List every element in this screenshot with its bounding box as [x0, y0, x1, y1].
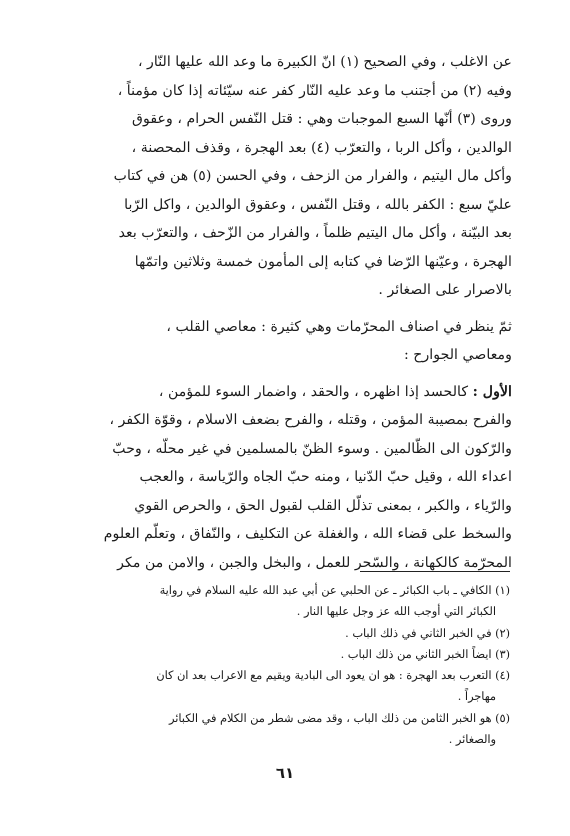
footnote-line: (٢) في الخبر الثاني في ذلك الباب .: [345, 626, 510, 640]
text-line: وروى (٣) أنّها السبع الموجبات وهي : قتل النّفس الحرام ، وعقوق: [132, 111, 512, 127]
text-line: ومعاصي الجوارح :: [404, 347, 512, 363]
footnote-line: مهاجراً .: [457, 690, 496, 704]
footnote-line: (٤) التعرب بعد الهجرة : هو ان يعود الى البادية ويقيم مع الاعراب بعد ان كان: [156, 669, 510, 683]
page-number: ٦١: [275, 764, 295, 782]
paragraph-gap: [54, 305, 512, 313]
footnote-line: الكبائر التي أوجب الله عز وجل عليها النار .: [296, 605, 496, 619]
text-line: والفرح بمصيبة المؤمن ، وقتله ، والفرح بضعف الاسلام ، وقوّة الكفر ،: [109, 412, 512, 428]
footnotes: [54, 580, 510, 750]
section-lead: الأول :: [472, 383, 512, 400]
text-line: المحرّمة كالكهانة ، والسّحر للعمل ، والبخل والجبن ، والامن من مكر: [117, 554, 512, 571]
text-line: وفيه (٢) من أجتنب ما وعد عليه النّار كفر عنه سيّئاته إذا كان مؤمناً ،: [117, 82, 512, 99]
text-line: عن الاغلب ، وفي الصحيح (١) انّ الكبيرة ما وعد الله عليها النّار ،: [137, 54, 512, 70]
text-line: ثمّ ينظر في اصناف المحرّمات وهي كثيرة : معاصي القلب ،: [166, 318, 512, 335]
text-line: وأكل مال اليتيم ، والفرار من الزحف ، وفي الحسن (٥) هن في كتاب: [113, 168, 512, 184]
text-line: والرّكون الى الظّالمين . وسوء الظنّ بالمسلمين في غير محلّه ، وحبّ: [112, 440, 512, 457]
main-text: [54, 48, 512, 577]
text-line: بالاصرار على الصغائر .: [378, 282, 512, 298]
text-line: والسخط على قضاء الله ، والغفلة عن التكليف ، والنّفاق ، وتعلّم العلوم: [103, 526, 512, 542]
text-line: الهجرة ، وعيّنها الرّضا في كتابه إلى المأمون خمسة وثلاثين واتمّها: [134, 253, 512, 270]
text-line-first: [54, 378, 512, 407]
footnote-line: (١) الكافي ـ باب الكبائر ـ عن الحلبي عن أبي عبد الله عليه السلام في رواية: [159, 584, 510, 597]
footnote-line: والصغائر .: [448, 733, 496, 747]
paragraph-gap: [54, 370, 512, 378]
footnote-line: (٥) هو الخبر الثامن من ذلك الباب ، وقد مضى شطر من الكلام في الكبائر: [168, 711, 510, 725]
section-lead-rest: كالحسد إذا اظهره ، والحقد ، واضمار السوء للمؤمن ،: [158, 383, 473, 400]
footnote-line: (٣) ايضاً الخبر الثاني من ذلك الباب .: [340, 647, 510, 661]
text-line: بعد البيّنة ، وأكل مال اليتيم ظلماً ، والفرار من الزّحف ، والتعرّب بعد: [118, 225, 512, 241]
text-line: عليّ سبع : الكفر بالله ، وقتل النّفس ، وعقوق الوالدين ، واكل الرّبا: [124, 196, 512, 213]
text-line: الوالدين ، وأكل الربا ، والتعرّب (٤) بعد الهجرة ، وقذف المحصنة ،: [131, 139, 512, 156]
footnote-divider: [360, 571, 510, 572]
text-line: اعداء الله ، وقيل حبّ الدّنيا ، ومنه حبّ الجاه والرّياسة ، والعجب: [139, 469, 512, 485]
text-line: والرّياء ، والكبر ، بمعنى تذلّل القلب لقبول الحق ، والحرص القوي: [134, 497, 512, 514]
